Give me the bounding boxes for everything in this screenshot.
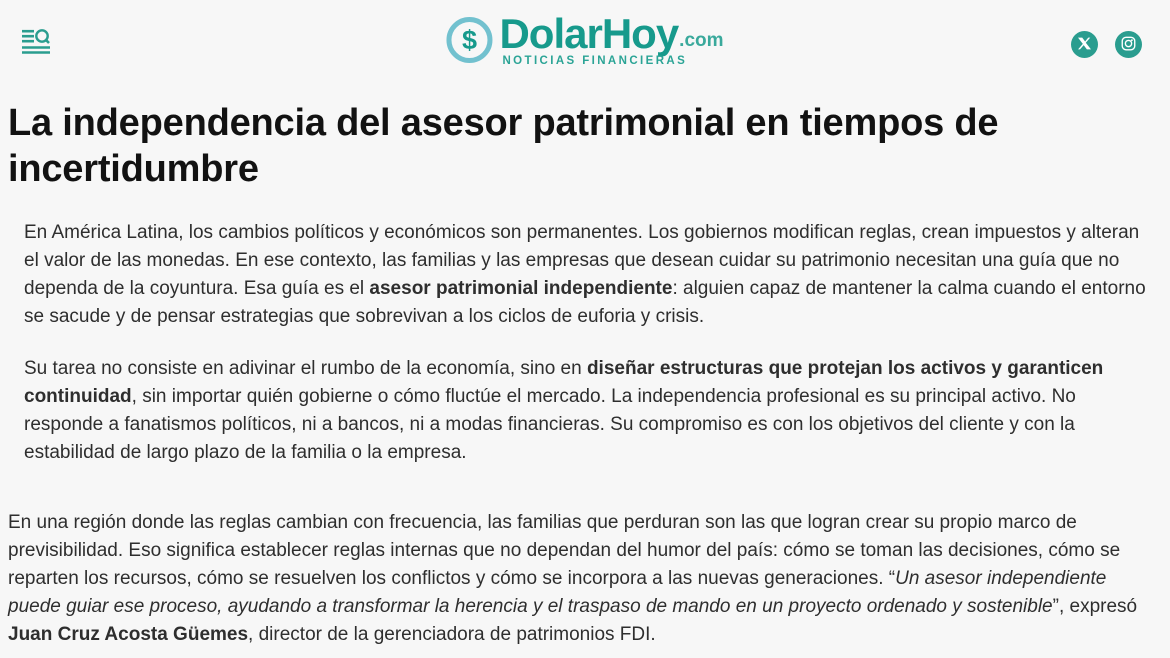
menu-search-button[interactable]	[20, 28, 52, 58]
menu-search-icon	[21, 44, 51, 59]
site-header	[0, 0, 1170, 92]
instagram-button[interactable]	[1115, 31, 1142, 58]
article-paragraph-1: En América Latina, los cambios políticos y económicos son permanentes. Los gobiernos modifican reglas, crean impuestos y alteran el valor de las monedas. En ese contexto, las familias y las empresas que desean cuidar su patrimonio necesitan una guía que no dependa de la coyuntura. Esa guía es el asesor patrimonial independiente: alguien capaz de mantener la calma cuando el entorno se sacude y de pensar estrategias que sobrevivan a los ciclos de euforia y crisis.	[24, 221, 1146, 327]
logo-tld: .com	[679, 29, 724, 51]
article-paragraph-3: En una región donde las reglas cambian con frecuencia, las familias que perduran son las que logran crear su propio marco de previsibilidad. Eso significa establecer reglas internas que no dependan del humor del país: cómo se toman las decisiones, cómo se reparten los recursos, cómo se resuelven los conflictos y cómo se incorpora a las nuevas generaciones. “Un asesor independiente puede guiar ese proceso, ayudando a transformar la herencia y el traspaso de mando en un proyecto ordenado y sostenible”, expresó Juan Cruz Acosta Güemes, director de la gerenciadora de patrimonios FDI.	[8, 511, 1138, 645]
site-logo[interactable]	[446, 10, 724, 67]
article-intro-section	[0, 219, 1170, 467]
social-links	[1071, 31, 1142, 58]
article	[0, 100, 1170, 649]
article-paragraph-2: Su tarea no consiste en adivinar el rumbo de la economía, sino en diseñar estructuras que protejan los activos y garanticen continuidad, sin importar quién gobierne o cómo fluctúe el mercado. La independencia profesional es su principal activo. No responde a fanatismos políticos, ni a bancos, ni a modas financieras. Su compromiso es con los objetivos del cliente y con la estabilidad de largo plazo de la familia o la empresa.	[24, 357, 1104, 463]
instagram-icon	[1121, 36, 1136, 54]
x-twitter-icon	[1078, 37, 1091, 53]
logo-name: DolarHoy	[499, 10, 679, 57]
article-body	[0, 219, 1170, 649]
x-twitter-button[interactable]	[1071, 31, 1098, 58]
article-title: La independencia del asesor patrimonial en tiempos de incertidumbre	[8, 102, 999, 191]
dollar-circle-icon: $	[446, 17, 492, 63]
logo-tagline: NOTICIAS FINANCIERAS	[502, 54, 688, 67]
logo-text	[499, 10, 724, 67]
